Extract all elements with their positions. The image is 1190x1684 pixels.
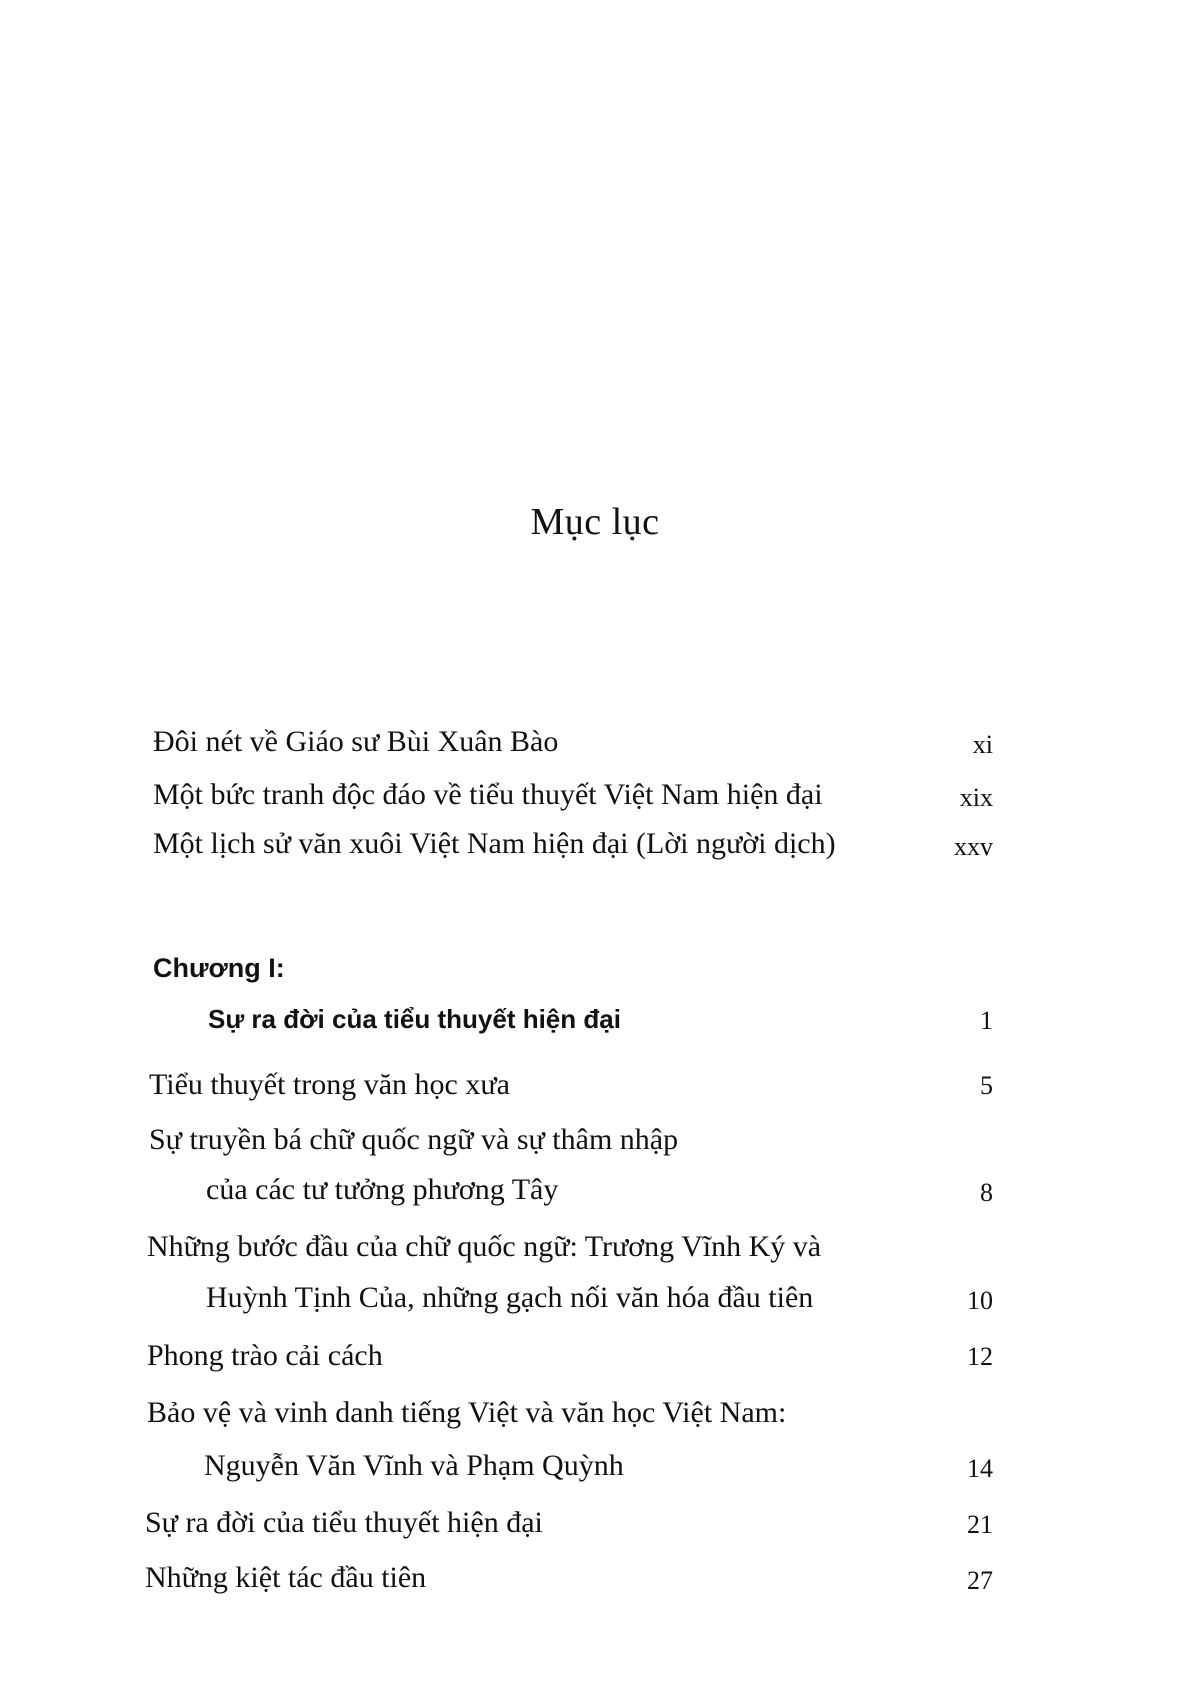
toc-entry-page: 12 <box>967 1342 993 1371</box>
toc-entry-title: Sự truyền bá chữ quốc ngữ và sự thâm nhập <box>149 1123 679 1156</box>
toc-entry-title: Tiểu thuyết trong văn học xưa <box>149 1068 510 1101</box>
toc-entry-page: xxv <box>954 832 993 861</box>
toc-entry-page: 21 <box>967 1510 993 1539</box>
toc-entry-page: 14 <box>967 1454 993 1483</box>
toc-entry-page: 8 <box>980 1178 993 1207</box>
toc-entry-title: Đôi nét về Giáo sư Bùi Xuân Bào <box>153 725 559 758</box>
toc-entry-title: Bảo vệ và vinh danh tiếng Việt và văn học Việt Nam: <box>147 1396 787 1429</box>
toc-entry-title: Một lịch sử văn xuôi Việt Nam hiện đại (Lời người dịch) <box>153 827 836 860</box>
toc-entry-page: xix <box>959 783 993 812</box>
page-title: Mục lục <box>530 501 660 543</box>
toc-entry-page: 10 <box>967 1286 993 1315</box>
toc-entry-title-continued: Huỳnh Tịnh Của, những gạch nối văn hóa đầu tiên <box>206 1281 814 1314</box>
toc-entry-title: Những kiệt tác đầu tiên <box>145 1561 427 1594</box>
toc-entry-title: Một bức tranh độc đáo về tiểu thuyết Việt Nam hiện đại <box>153 778 823 811</box>
toc-entry-title-continued: của các tư tưởng phương Tây <box>206 1173 559 1206</box>
chapter-page: 1 <box>980 1006 993 1035</box>
toc-entry-title: Phong trào cải cách <box>147 1339 383 1372</box>
chapter-title: Sự ra đời của tiểu thuyết hiện đại <box>208 1004 621 1034</box>
toc-entry-page: xi <box>972 730 993 759</box>
toc-entry-title: Những bước đầu của chữ quốc ngữ: Trương Vĩnh Ký và <box>147 1230 822 1263</box>
toc-entry-page: 27 <box>967 1566 993 1595</box>
toc-entry-title: Sự ra đời của tiểu thuyết hiện đại <box>145 1506 543 1539</box>
toc-entry-title-continued: Nguyễn Văn Vĩnh và Phạm Quỳnh <box>204 1449 624 1482</box>
toc-entry-page: 5 <box>980 1071 993 1100</box>
chapter-label: Chương I: <box>153 953 285 983</box>
